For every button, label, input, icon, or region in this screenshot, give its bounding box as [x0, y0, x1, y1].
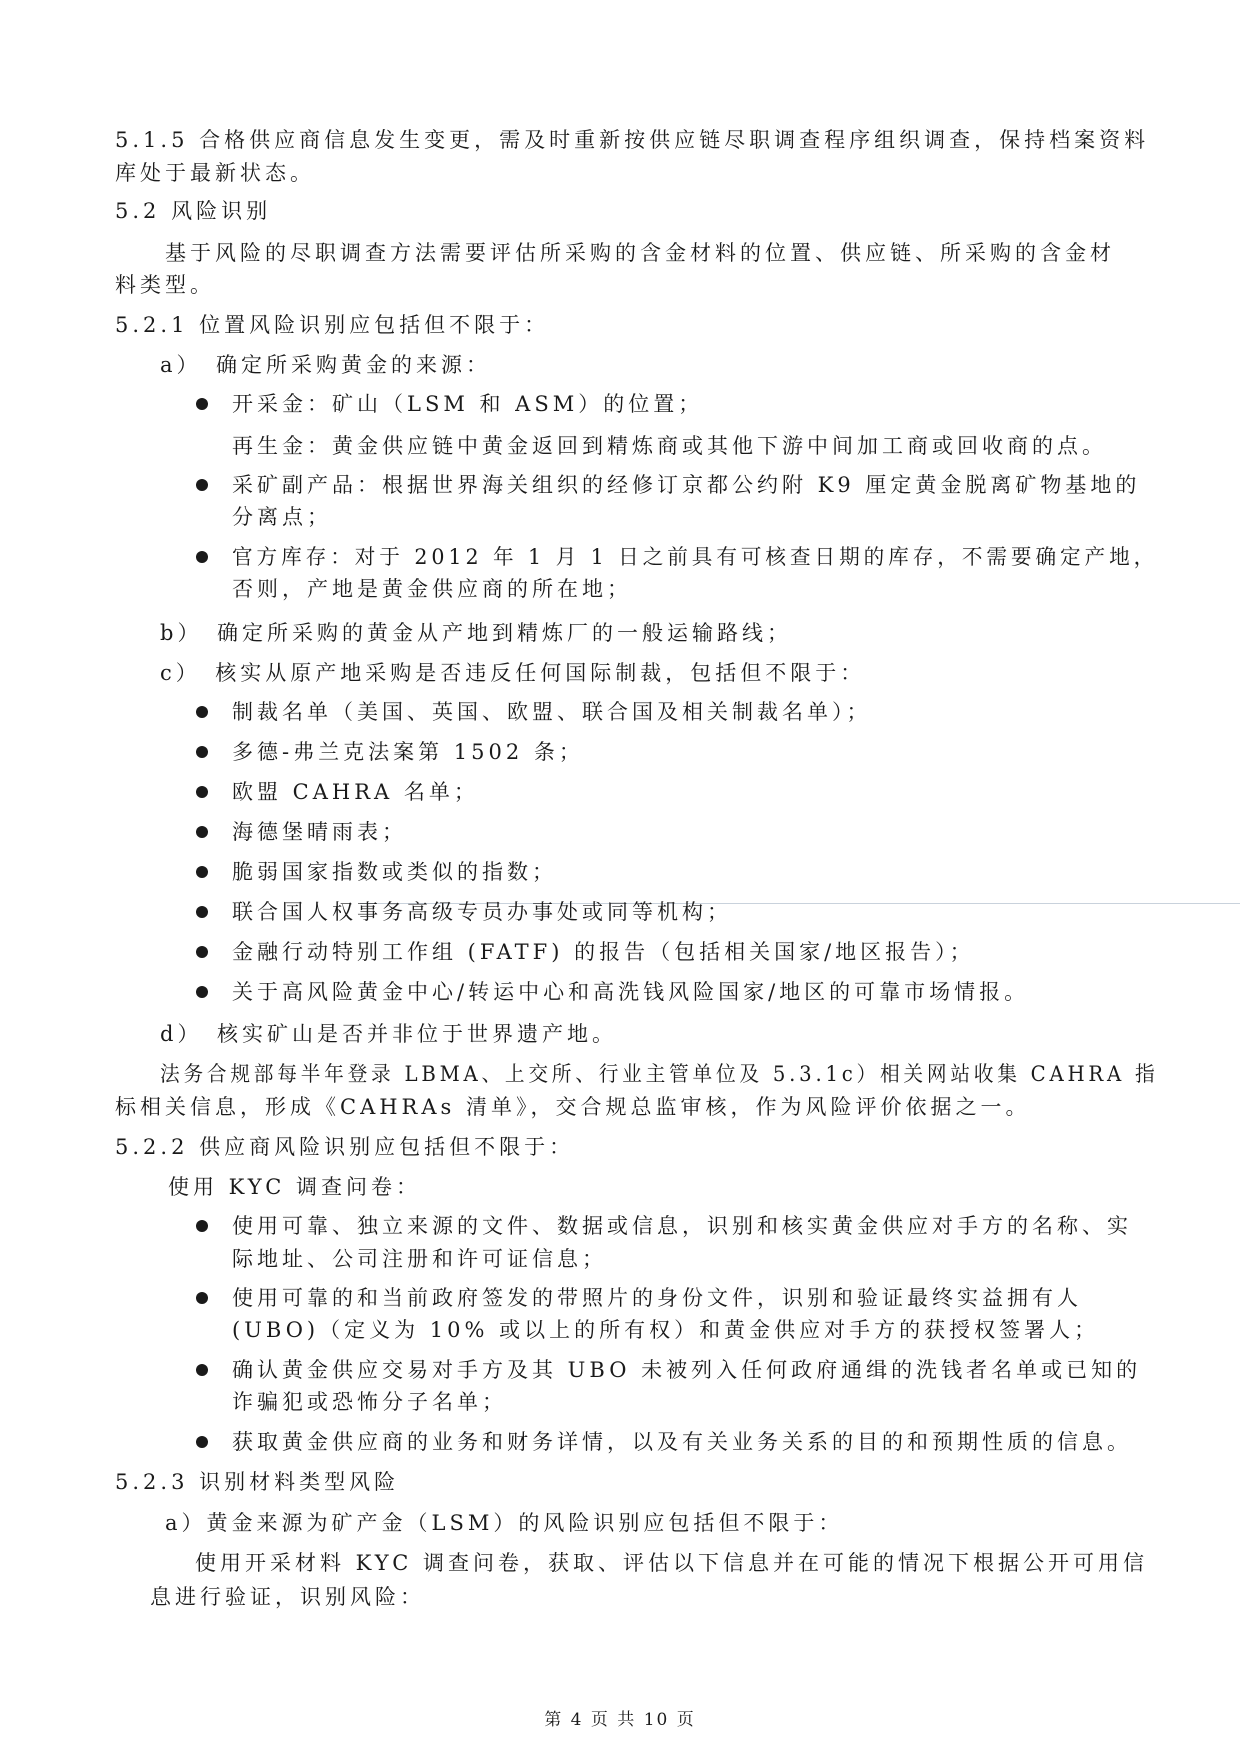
text-line: 再生金：黄金供应链中黄金返回到精炼商或其他下游中间加工商或回收商的点。: [232, 434, 1107, 458]
bullet-item: 联合国人权事务高级专员办事处或同等机构；: [232, 900, 732, 924]
bullet-item: 使用可靠的和当前政府签发的带照片的身份文件，识别和验证最终实益拥有人: [232, 1286, 1082, 1310]
bullet-item: 金融行动特别工作组 (FATF) 的报告（包括相关国家/地区报告）；: [232, 940, 975, 964]
bullet-icon: [196, 946, 208, 958]
text-line: 诈骗犯或恐怖分子名单；: [232, 1390, 507, 1414]
page-number: 第 4 页 共 10 页: [544, 1710, 696, 1730]
subsection-heading: 5.2.3 识别材料类型风险: [115, 1470, 400, 1494]
bullet-item: 海德堡晴雨表；: [232, 820, 407, 844]
bullet-icon: [196, 866, 208, 878]
bullet-icon: [196, 786, 208, 798]
bullet-icon: [196, 1436, 208, 1448]
list-item-label: c） 核实从原产地采购是否违反任何国际制裁，包括但不限于：: [160, 661, 866, 685]
text-line: 5.1.5 合格供应商信息发生变更，需及时重新按供应链尽职调查程序组织调查，保持档案资料: [115, 128, 1150, 152]
bullet-item: 多德-弗兰克法案第 1502 条；: [232, 740, 584, 764]
list-item-label: a）黄金来源为矿产金（LSM）的风险识别应包括但不限于：: [165, 1511, 844, 1535]
text-line: 库处于最新状态。: [115, 161, 315, 185]
list-item-label: d） 核实矿山是否并非位于世界遗产地。: [160, 1022, 617, 1046]
bullet-item: 使用可靠、独立来源的文件、数据或信息，识别和核实黄金供应对手方的名称、实: [232, 1214, 1132, 1238]
text-line: 息进行验证，识别风险：: [150, 1585, 425, 1609]
text-line: 使用开采材料 KYC 调查问卷，获取、评估以下信息并在可能的情况下根据公开可用信: [195, 1551, 1149, 1575]
bullet-item: 制裁名单（美国、英国、欧盟、联合国及相关制裁名单）；: [232, 700, 872, 724]
bullet-icon: [196, 826, 208, 838]
bullet-item: 获取黄金供应商的业务和财务详情，以及有关业务关系的目的和预期性质的信息。: [232, 1430, 1132, 1454]
subsection-heading: 5.2.1 位置风险识别应包括但不限于：: [115, 313, 550, 337]
bullet-icon: [196, 1220, 208, 1232]
bullet-item: 欧盟 CAHRA 名单；: [232, 780, 479, 804]
bullet-icon: [196, 1364, 208, 1376]
bullet-icon: [196, 551, 208, 563]
text-line: 基于风险的尽职调查方法需要评估所采购的含金材料的位置、供应链、所采购的含金材: [165, 241, 1115, 265]
text-line: 标相关信息，形成《CAHRAs 清单》，交合规总监审核，作为风险评价依据之一。: [115, 1095, 1031, 1119]
bullet-icon: [196, 986, 208, 998]
text-line: 料类型。: [115, 273, 215, 297]
text-line: 否则，产地是黄金供应商的所在地；: [232, 577, 632, 601]
bullet-icon: [196, 398, 208, 410]
bullet-icon: [196, 906, 208, 918]
bullet-icon: [196, 1292, 208, 1304]
text-line: 法务合规部每半年登录 LBMA、上交所、行业主管单位及 5.3.1c）相关网站收集 CAHRA 指: [160, 1062, 1159, 1086]
bullet-item: 官方库存：对于 2012 年 1 月 1 日之前具有可核查日期的库存，不需要确定产地，: [232, 545, 1159, 569]
bullet-item: 确认黄金供应交易对手方及其 UBO 未被列入任何政府通缉的洗钱者名单或已知的: [232, 1358, 1142, 1382]
bullet-item: 开采金：矿山（LSM 和 ASM）的位置；: [232, 392, 704, 416]
list-item-label: a） 确定所采购黄金的来源：: [160, 353, 492, 377]
bullet-item: 关于高风险黄金中心/转运中心和高洗钱风险国家/地区的可靠市场情报。: [232, 980, 1030, 1004]
bullet-item: 脆弱国家指数或类似的指数；: [232, 860, 557, 884]
text-line: 际地址、公司注册和许可证信息；: [232, 1247, 607, 1271]
bullet-icon: [196, 706, 208, 718]
bullet-icon: [196, 746, 208, 758]
text-line: (UBO)（定义为 10% 或以上的所有权）和黄金供应对手方的获授权签署人；: [232, 1318, 1100, 1342]
list-item-label: b） 确定所采购的黄金从产地到精炼厂的一般运输路线；: [160, 621, 792, 645]
section-heading: 5.2 风险识别: [115, 199, 272, 223]
text-line: 使用 KYC 调查问卷：: [168, 1175, 422, 1199]
bullet-icon: [196, 479, 208, 491]
text-line: 分离点；: [232, 505, 332, 529]
bullet-item: 采矿副产品：根据世界海关组织的经修订京都公约附 K9 厘定黄金脱离矿物基地的: [232, 473, 1141, 497]
subsection-heading: 5.2.2 供应商风险识别应包括但不限于：: [115, 1135, 575, 1159]
